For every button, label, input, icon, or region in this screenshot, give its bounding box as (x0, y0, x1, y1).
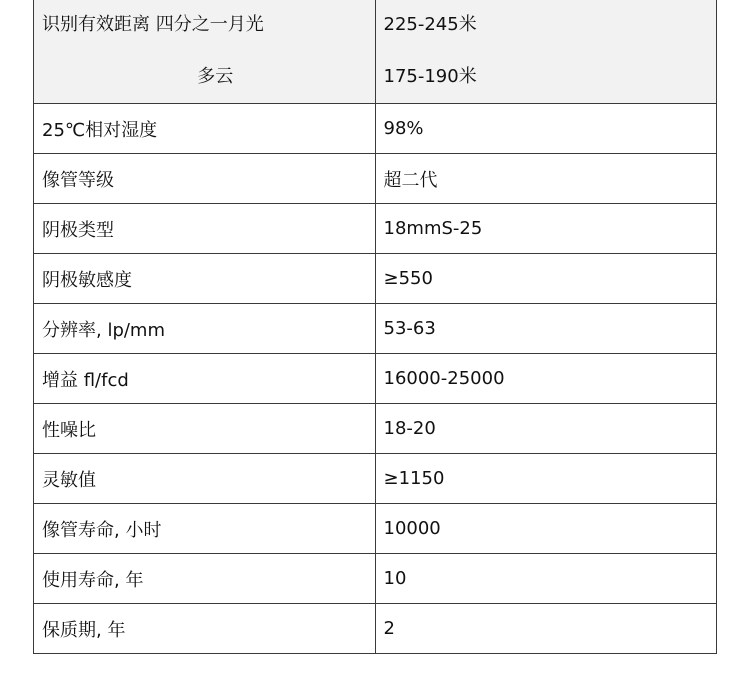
row-value: 18mmS-25 (375, 204, 717, 254)
row-label: 像管寿命, 小时 (34, 504, 376, 554)
detection-range-label: 识别有效距离 四分之一月光 (42, 14, 264, 35)
row-label: 25℃相对湿度 (34, 104, 376, 154)
row-value: 53-63 (375, 304, 717, 354)
row-value: 98% (375, 104, 717, 154)
row-value: 16000-25000 (375, 354, 717, 404)
row-label: 增益 fl/fcd (34, 354, 376, 404)
table-row (34, 154, 717, 204)
table-row (34, 604, 717, 654)
row-value: 10 (375, 554, 717, 604)
table-row (34, 554, 717, 604)
table-row (34, 354, 717, 404)
row-value: ≥1150 (375, 454, 717, 504)
row-label: 使用寿命, 年 (34, 554, 376, 604)
row-label: 阴极类型 (34, 204, 376, 254)
value-cell (375, 0, 717, 104)
row-value: 18-20 (375, 404, 717, 454)
label-cell (34, 0, 376, 104)
table-row (34, 454, 717, 504)
table-row (34, 204, 717, 254)
row-label: 保质期, 年 (34, 604, 376, 654)
spec-table (33, 0, 717, 654)
row-value: ≥550 (375, 254, 717, 304)
cloudy-range-value: 175-190米 (383, 66, 477, 87)
table-row (34, 404, 717, 454)
row-label: 性噪比 (34, 404, 376, 454)
table-row (34, 304, 717, 354)
moonlight-range-value: 225-245米 (383, 14, 477, 35)
row-value: 2 (375, 604, 717, 654)
row-label: 像管等级 (34, 154, 376, 204)
cloudy-label: 多云 (197, 66, 234, 87)
row-label: 灵敏值 (34, 454, 376, 504)
row-value: 超二代 (375, 154, 717, 204)
table-row (34, 504, 717, 554)
table-row (34, 104, 717, 154)
row-label: 分辨率, lp/mm (34, 304, 376, 354)
row-value: 10000 (375, 504, 717, 554)
row-label: 阴极敏感度 (34, 254, 376, 304)
table-row (34, 254, 717, 304)
table-row (34, 0, 717, 104)
